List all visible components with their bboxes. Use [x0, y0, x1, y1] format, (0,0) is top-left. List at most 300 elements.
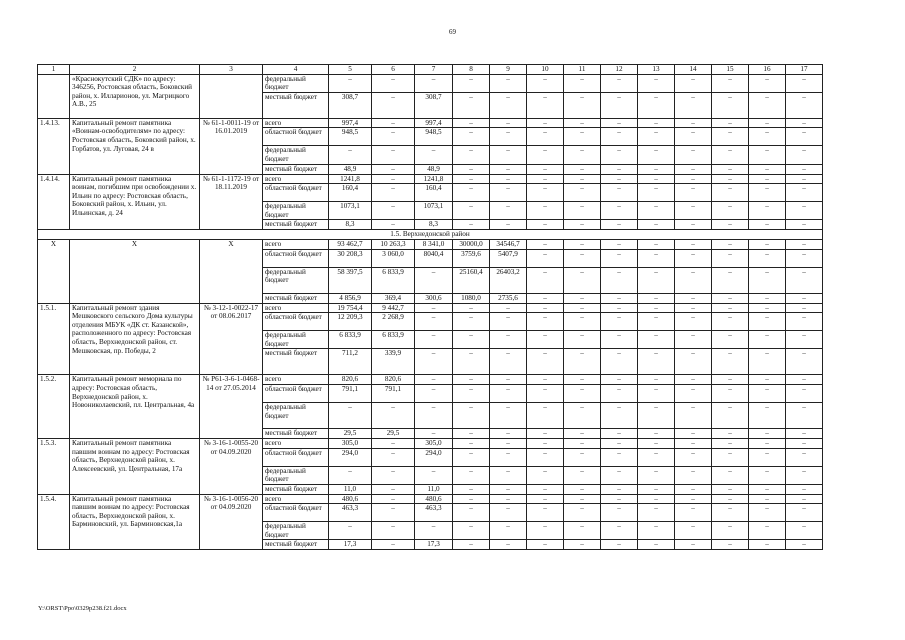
value-cell: 8040,4 — [415, 249, 453, 267]
value-cell: – — [638, 428, 675, 438]
header-row — [38, 65, 823, 75]
value-cell: – — [638, 92, 675, 118]
value-cell: – — [564, 384, 601, 402]
value-cell: – — [453, 375, 490, 385]
value-cell: 160,4 — [329, 184, 372, 202]
value-cell: – — [564, 128, 601, 146]
value-cell: – — [527, 92, 564, 118]
value-cell: – — [453, 220, 490, 230]
value-cell: – — [638, 293, 675, 303]
value-cell: – — [564, 494, 601, 504]
value-cell: – — [415, 466, 453, 484]
value-cell: – — [675, 267, 712, 293]
value-cell: – — [749, 466, 786, 484]
value-cell: – — [415, 522, 453, 540]
value-cell: – — [372, 466, 415, 484]
value-cell: – — [329, 402, 372, 428]
value-cell: – — [527, 164, 564, 174]
value-cell: – — [712, 331, 749, 349]
value-cell: – — [601, 293, 638, 303]
value-cell: 820,6 — [329, 375, 372, 385]
table-row — [38, 303, 823, 313]
value-cell: – — [372, 522, 415, 540]
value-cell: – — [527, 540, 564, 550]
value-cell: – — [490, 74, 527, 92]
value-cell: – — [564, 239, 601, 249]
value-cell: – — [601, 484, 638, 494]
value-cell: 26403,2 — [490, 267, 527, 293]
value-cell: – — [453, 313, 490, 331]
value-cell: – — [453, 74, 490, 92]
budget-type: федеральный бюджет — [263, 74, 329, 92]
value-cell: – — [601, 540, 638, 550]
value-cell: – — [564, 293, 601, 303]
value-cell: 2 268,9 — [372, 313, 415, 331]
value-cell: – — [601, 146, 638, 164]
value-cell: – — [527, 174, 564, 184]
value-cell: – — [372, 184, 415, 202]
value-cell: – — [527, 402, 564, 428]
value-cell: – — [415, 349, 453, 375]
value-cell: – — [675, 522, 712, 540]
value-cell: – — [786, 402, 823, 428]
value-cell: – — [675, 293, 712, 303]
value-cell: – — [453, 402, 490, 428]
value-cell: 3 060,0 — [372, 249, 415, 267]
value-cell: – — [675, 384, 712, 402]
value-cell: – — [564, 313, 601, 331]
value-cell: – — [453, 484, 490, 494]
budget-type: всего — [263, 494, 329, 504]
item-number: 1.4.14. — [38, 174, 70, 230]
value-cell: 339,9 — [372, 349, 415, 375]
budget-type: всего — [263, 239, 329, 249]
value-cell: 308,7 — [329, 92, 372, 118]
value-cell: – — [601, 428, 638, 438]
value-cell: – — [527, 293, 564, 303]
value-cell: – — [453, 384, 490, 402]
value-cell: – — [564, 438, 601, 448]
value-cell: – — [415, 375, 453, 385]
value-cell: 3759,6 — [453, 249, 490, 267]
value-cell: – — [527, 239, 564, 249]
value-cell: – — [415, 303, 453, 313]
budget-type: местный бюджет — [263, 484, 329, 494]
value-cell: – — [712, 74, 749, 92]
value-cell: – — [675, 220, 712, 230]
budget-type: федеральный бюджет — [263, 331, 329, 349]
value-cell: – — [601, 331, 638, 349]
value-cell: – — [601, 402, 638, 428]
item-number: 1.4.13. — [38, 118, 70, 174]
value-cell: – — [638, 375, 675, 385]
value-cell: 1080,0 — [453, 293, 490, 303]
table-row — [38, 230, 823, 240]
value-cell: 480,6 — [415, 494, 453, 504]
column-header: 15 — [712, 65, 749, 75]
value-cell: – — [415, 384, 453, 402]
value-cell: – — [490, 522, 527, 540]
value-cell: – — [749, 448, 786, 466]
column-header: 7 — [415, 65, 453, 75]
value-cell: – — [712, 220, 749, 230]
value-cell: – — [564, 428, 601, 438]
value-cell: – — [675, 146, 712, 164]
value-cell: – — [490, 164, 527, 174]
value-cell: – — [749, 164, 786, 174]
value-cell: – — [638, 118, 675, 128]
value-cell: – — [415, 267, 453, 293]
value-cell: 305,0 — [329, 438, 372, 448]
value-cell: 300,6 — [415, 293, 453, 303]
value-cell: 25160,4 — [453, 267, 490, 293]
value-cell: – — [527, 466, 564, 484]
value-cell: – — [786, 375, 823, 385]
value-cell: – — [527, 448, 564, 466]
value-cell: – — [712, 402, 749, 428]
value-cell: – — [786, 349, 823, 375]
value-cell: – — [712, 174, 749, 184]
value-cell: 1073,1 — [415, 202, 453, 220]
value-cell: – — [564, 249, 601, 267]
value-cell: – — [712, 540, 749, 550]
value-cell: – — [527, 375, 564, 385]
value-cell: – — [415, 331, 453, 349]
value-cell: – — [453, 428, 490, 438]
value-cell: – — [786, 118, 823, 128]
value-cell: – — [749, 128, 786, 146]
value-cell: – — [712, 267, 749, 293]
value-cell: – — [749, 239, 786, 249]
budget-type: местный бюджет — [263, 540, 329, 550]
value-cell: – — [490, 313, 527, 331]
value-cell: – — [490, 504, 527, 522]
value-cell: – — [527, 428, 564, 438]
value-cell: – — [749, 484, 786, 494]
value-cell: – — [749, 504, 786, 522]
value-cell: 305,0 — [415, 438, 453, 448]
value-cell: – — [564, 504, 601, 522]
value-cell: – — [712, 303, 749, 313]
value-cell: – — [638, 146, 675, 164]
value-cell: 6 833,9 — [372, 331, 415, 349]
value-cell: – — [749, 74, 786, 92]
value-cell: – — [372, 74, 415, 92]
value-cell: – — [786, 384, 823, 402]
value-cell: – — [638, 303, 675, 313]
budget-type: федеральный бюджет — [263, 267, 329, 293]
value-cell: – — [786, 428, 823, 438]
value-cell: – — [453, 146, 490, 164]
value-cell: – — [675, 128, 712, 146]
value-cell: 1241,8 — [415, 174, 453, 184]
section-title: 1.5. Верхнедонской район — [38, 230, 823, 240]
item-name: Капитальный ремонт памятника воинам, погибшим при освобождении х. Ильин по адресу: Ростовская область, Боковский район, х. Ильин, ул. Ильинская, д. 24 — [70, 174, 200, 230]
value-cell: – — [749, 293, 786, 303]
column-header: 9 — [490, 65, 527, 75]
budget-type: всего — [263, 174, 329, 184]
value-cell: – — [601, 128, 638, 146]
value-cell: – — [490, 92, 527, 118]
column-header: 8 — [453, 65, 490, 75]
value-cell: – — [675, 504, 712, 522]
value-cell: – — [564, 220, 601, 230]
value-cell: – — [786, 220, 823, 230]
value-cell: 8 341,0 — [415, 239, 453, 249]
value-cell: – — [638, 331, 675, 349]
budget-type: федеральный бюджет — [263, 202, 329, 220]
value-cell: – — [786, 202, 823, 220]
value-cell: – — [675, 164, 712, 174]
value-cell: – — [601, 438, 638, 448]
budget-type: федеральный бюджет — [263, 466, 329, 484]
value-cell: – — [675, 466, 712, 484]
value-cell: – — [786, 494, 823, 504]
value-cell: – — [527, 220, 564, 230]
value-cell: – — [453, 331, 490, 349]
value-cell: 10 263,3 — [372, 239, 415, 249]
value-cell: – — [601, 92, 638, 118]
x-mark: Х — [38, 239, 70, 303]
value-cell: – — [638, 349, 675, 375]
value-cell: – — [749, 331, 786, 349]
value-cell: – — [527, 146, 564, 164]
item-name: «Краснокутский СДК» по адресу: 346256, Ростовская область, Боковский район, х. Илларионов, ул. Магрицкого А.В., 25 — [70, 74, 200, 118]
value-cell: – — [786, 174, 823, 184]
value-cell: – — [564, 118, 601, 128]
permit-doc: № 61-1-0011-19 от 16.01.2019 — [200, 118, 263, 174]
column-header: 4 — [263, 65, 329, 75]
budget-type: областной бюджет — [263, 504, 329, 522]
value-cell: – — [415, 146, 453, 164]
value-cell: – — [675, 428, 712, 438]
value-cell: 711,2 — [329, 349, 372, 375]
value-cell: – — [675, 448, 712, 466]
value-cell: – — [527, 349, 564, 375]
budget-type: федеральный бюджет — [263, 522, 329, 540]
value-cell: – — [749, 118, 786, 128]
value-cell: – — [527, 74, 564, 92]
value-cell: – — [372, 438, 415, 448]
value-cell: – — [601, 448, 638, 466]
table-row — [38, 438, 823, 448]
value-cell: – — [453, 303, 490, 313]
table-row — [38, 494, 823, 504]
value-cell: 11,0 — [329, 484, 372, 494]
permit-doc: № Р61-3-6-1-0468-14 от 27.05.2014 — [200, 375, 263, 439]
budget-type: областной бюджет — [263, 128, 329, 146]
value-cell: – — [601, 494, 638, 504]
value-cell: – — [453, 174, 490, 184]
value-cell: 294,0 — [329, 448, 372, 466]
value-cell: – — [490, 448, 527, 466]
value-cell: – — [675, 184, 712, 202]
value-cell: – — [601, 164, 638, 174]
value-cell: – — [712, 128, 749, 146]
value-cell: – — [453, 540, 490, 550]
value-cell: – — [372, 174, 415, 184]
value-cell: – — [675, 202, 712, 220]
value-cell: 820,6 — [372, 375, 415, 385]
value-cell: 948,5 — [329, 128, 372, 146]
value-cell: – — [564, 484, 601, 494]
value-cell: – — [601, 466, 638, 484]
value-cell: – — [638, 448, 675, 466]
value-cell: – — [601, 174, 638, 184]
value-cell: – — [453, 202, 490, 220]
value-cell: – — [749, 402, 786, 428]
item-name: Капитальный ремонт памятника павшим воинам по адресу: Ростовская область, Верхнедонской район, х. Алексеевский, ул. Центральная, 17а — [70, 438, 200, 494]
value-cell: – — [372, 202, 415, 220]
value-cell: 17,3 — [329, 540, 372, 550]
value-cell: – — [712, 428, 749, 438]
value-cell: – — [601, 522, 638, 540]
column-header: 16 — [749, 65, 786, 75]
value-cell: – — [712, 146, 749, 164]
column-header: 1 — [38, 65, 70, 75]
x-mark: Х — [70, 239, 200, 303]
permit-doc: № 3-16-1-0056-20 от 04.09.2020 — [200, 494, 263, 550]
value-cell: – — [749, 438, 786, 448]
value-cell: – — [527, 128, 564, 146]
value-cell: – — [638, 484, 675, 494]
value-cell: – — [564, 402, 601, 428]
x-mark: Х — [200, 239, 263, 303]
value-cell: – — [527, 267, 564, 293]
value-cell: – — [564, 184, 601, 202]
value-cell: – — [786, 504, 823, 522]
column-header: 6 — [372, 65, 415, 75]
table-row — [38, 239, 823, 249]
value-cell: – — [453, 448, 490, 466]
value-cell: – — [372, 92, 415, 118]
value-cell: 12 209,3 — [329, 313, 372, 331]
value-cell: – — [527, 484, 564, 494]
value-cell: – — [786, 331, 823, 349]
value-cell: – — [415, 74, 453, 92]
permit-doc: № 3-12-1-0022-17 от 08.06.2017 — [200, 303, 263, 375]
value-cell: – — [712, 313, 749, 331]
value-cell: – — [749, 494, 786, 504]
value-cell: 4 856,9 — [329, 293, 372, 303]
value-cell: – — [601, 249, 638, 267]
value-cell: – — [527, 249, 564, 267]
value-cell: 294,0 — [415, 448, 453, 466]
value-cell: – — [675, 249, 712, 267]
column-header: 5 — [329, 65, 372, 75]
value-cell: – — [786, 466, 823, 484]
value-cell: – — [527, 438, 564, 448]
value-cell: – — [490, 184, 527, 202]
value-cell: – — [638, 267, 675, 293]
value-cell: 463,3 — [415, 504, 453, 522]
value-cell: – — [786, 146, 823, 164]
value-cell: – — [329, 466, 372, 484]
value-cell: – — [712, 349, 749, 375]
value-cell: – — [638, 384, 675, 402]
column-header: 12 — [601, 65, 638, 75]
file-path-footer: Y:\ORST\Ppo\0329p238.f21.docx — [38, 605, 127, 612]
value-cell: – — [527, 184, 564, 202]
value-cell: – — [490, 494, 527, 504]
permit-doc: № 61-1-1172-19 от 18.11.2019 — [200, 174, 263, 230]
value-cell: – — [712, 239, 749, 249]
value-cell: – — [749, 313, 786, 331]
value-cell: – — [675, 540, 712, 550]
value-cell: – — [564, 174, 601, 184]
value-cell: – — [786, 313, 823, 331]
value-cell: – — [638, 174, 675, 184]
value-cell: – — [453, 92, 490, 118]
value-cell: – — [638, 402, 675, 428]
value-cell: – — [712, 202, 749, 220]
value-cell: 9 442,7 — [372, 303, 415, 313]
value-cell: – — [490, 402, 527, 428]
column-header: 14 — [675, 65, 712, 75]
budget-type: местный бюджет — [263, 220, 329, 230]
value-cell: – — [712, 438, 749, 448]
value-cell: 1241,8 — [329, 174, 372, 184]
value-cell: 48,9 — [415, 164, 453, 174]
value-cell: – — [601, 349, 638, 375]
value-cell: 8,3 — [329, 220, 372, 230]
value-cell: – — [675, 313, 712, 331]
column-header: 11 — [564, 65, 601, 75]
item-number: 1.5.4. — [38, 494, 70, 550]
value-cell: 29,5 — [372, 428, 415, 438]
value-cell: – — [564, 540, 601, 550]
value-cell: – — [372, 540, 415, 550]
value-cell: – — [675, 74, 712, 92]
value-cell: – — [638, 466, 675, 484]
value-cell: – — [372, 128, 415, 146]
budget-type: областной бюджет — [263, 313, 329, 331]
item-number — [38, 74, 70, 118]
value-cell: – — [490, 375, 527, 385]
value-cell: 93 462,7 — [329, 239, 372, 249]
value-cell: 369,4 — [372, 293, 415, 303]
value-cell: – — [638, 249, 675, 267]
value-cell: – — [453, 504, 490, 522]
budget-table — [37, 64, 823, 550]
value-cell: 30 208,3 — [329, 249, 372, 267]
value-cell: – — [712, 504, 749, 522]
value-cell: 6 833,9 — [372, 267, 415, 293]
budget-type: местный бюджет — [263, 349, 329, 375]
value-cell: – — [564, 448, 601, 466]
value-cell: – — [638, 504, 675, 522]
value-cell: – — [749, 428, 786, 438]
value-cell: – — [601, 267, 638, 293]
budget-type: федеральный бюджет — [263, 146, 329, 164]
value-cell: – — [564, 349, 601, 375]
value-cell: – — [564, 303, 601, 313]
value-cell: – — [786, 293, 823, 303]
value-cell: 5407,9 — [490, 249, 527, 267]
value-cell: – — [712, 522, 749, 540]
value-cell: – — [712, 184, 749, 202]
value-cell: – — [786, 522, 823, 540]
item-number: 1.5.1. — [38, 303, 70, 375]
value-cell: – — [415, 428, 453, 438]
value-cell: – — [527, 494, 564, 504]
value-cell: – — [372, 448, 415, 466]
value-cell: – — [372, 146, 415, 164]
value-cell: – — [490, 118, 527, 128]
value-cell: – — [601, 202, 638, 220]
value-cell: 8,3 — [415, 220, 453, 230]
value-cell: – — [712, 293, 749, 303]
